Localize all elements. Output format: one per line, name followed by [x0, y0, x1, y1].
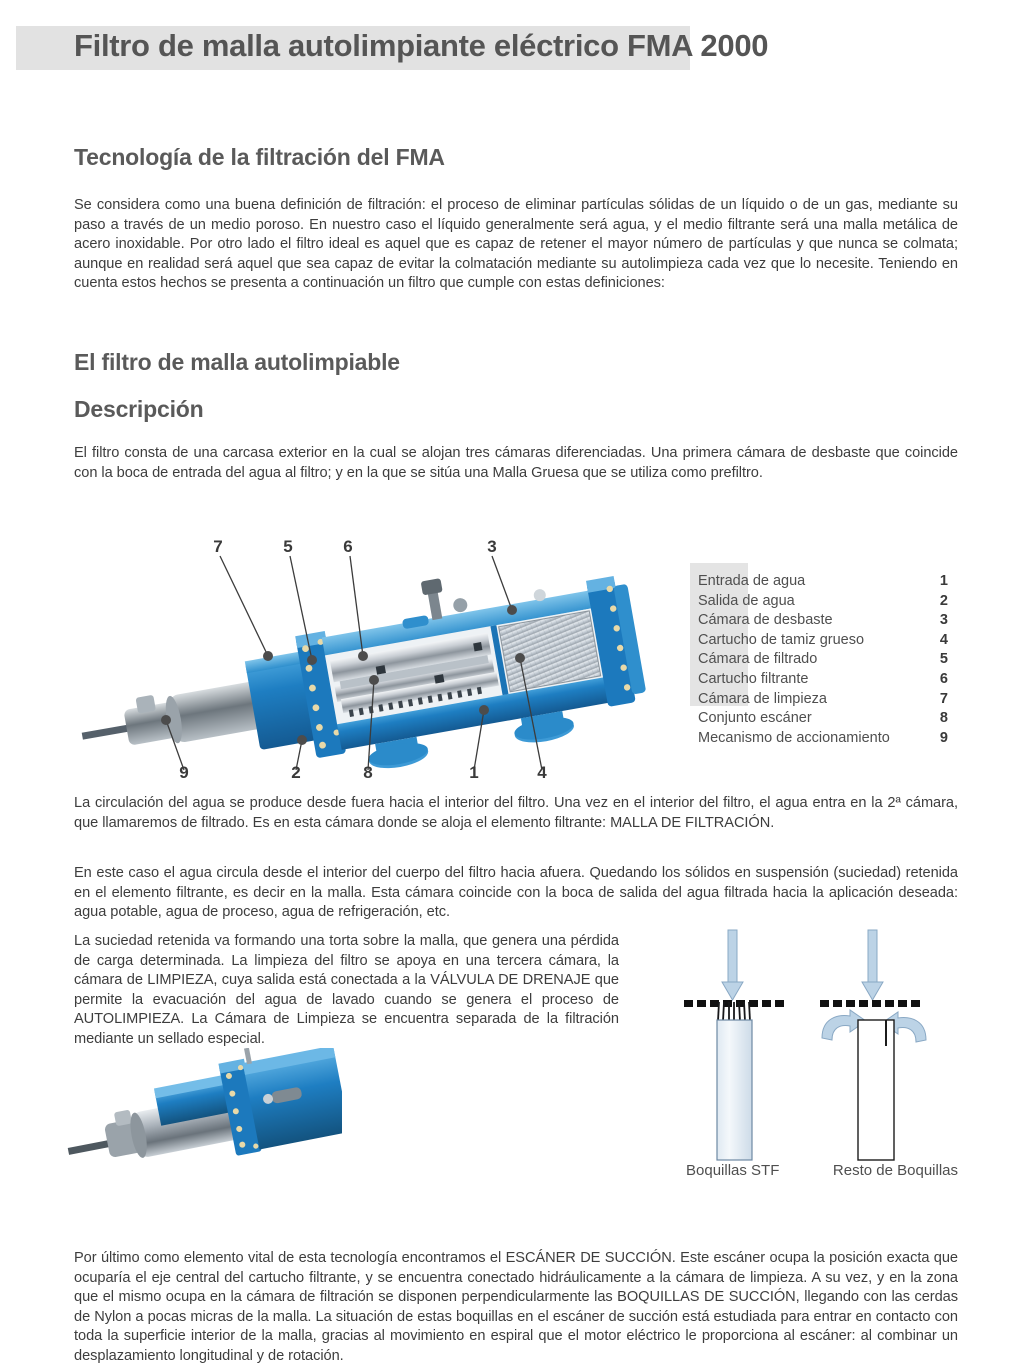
legend-number: 5: [939, 651, 948, 668]
legend-list: [698, 572, 948, 748]
paragraph-circulacion: La circulación del agua se produce desde fuera hacia el interior del filtro. Una vez en el interior del filtro, el agua entra en la 2ª cámara, que llamaremos de filtrado. Es en esta cámara donde se aloja el elemento filtrante: MALLA DE FILTRACIÓN.: [74, 795, 958, 831]
legend-label: Cámara de limpieza: [698, 690, 827, 707]
callout-7: 7: [213, 537, 223, 556]
legend-number: 3: [939, 612, 948, 629]
legend-label: Cámara de filtrado: [698, 651, 818, 668]
callout-2: 2: [291, 763, 301, 778]
callout-9: 9: [179, 763, 189, 778]
callout-1: 1: [469, 763, 479, 778]
legend-item: [698, 572, 948, 592]
legend-item: [698, 611, 948, 631]
nozzle-captions: [672, 1162, 972, 1179]
legend-number: 6: [939, 670, 948, 687]
down-arrow-left: [722, 930, 743, 1000]
legend-item: [698, 631, 948, 651]
mesh-dashes-right: [820, 1000, 920, 1007]
legend-label: Cámara de desbaste: [698, 612, 833, 629]
legend-label: Cartucho filtrante: [698, 670, 809, 687]
nozzle-comparison-diagram: [672, 928, 972, 1198]
paragraph-limpieza: La suciedad retenida va formando una torta sobre la malla, que genera una pérdida de carga determinada. La limpieza del filtro se apoya en una tercera cámara, la cámara de LIMPIEZA, cuya salida está conectada a la VÁLVULA DE DRENAJE que permite la evacuación del agua de lavado cuando se genera el proceso de AUTOLIMPIEZA. La Cámara de Limpieza se encuentra separada de la filtración mediante un sellado especial.: [74, 933, 619, 1047]
legend-number: 9: [939, 729, 948, 746]
paragraph-flujo: En este caso el agua circula desde el interior del cuerpo del filtro hacia afuera. Quedando los sólidos en suspensión (suciedad) retenida en el elemento filtrante, es decir en la malla. Esta cámara coincide con la boca de salida del agua filtrada hacia la aplicación deseada: agua potable, agua de proceso, agua de refrigeración, etc.: [74, 865, 958, 920]
legend-label: Entrada de agua: [698, 573, 806, 589]
legend-item: [698, 592, 948, 612]
filtro-cutaway-diagram: [80, 528, 680, 778]
legend-number: 2: [939, 592, 948, 609]
caption-resto-boquillas: Resto de Boquillas: [832, 1162, 958, 1179]
legend-label: Conjunto escáner: [698, 710, 812, 727]
legend-number: 7: [939, 690, 948, 707]
section-heading-tecnologia: Tecnología de la filtración del FMA: [74, 144, 445, 170]
paragraph-descripcion: El filtro consta de una carcasa exterior en la cual se alojan tres cámaras diferenciadas. Una primera cámara de desbaste que coincide con la boca de entrada del agua al filtro; y en la que se sitúa una Malla Gruesa que se utiliza como prefiltro.: [74, 445, 958, 481]
legend-item: [698, 709, 948, 729]
paragraph-escaner: Por último como elemento vital de esta tecnología encontramos el ESCÁNER DE SUCCIÓN. Este escáner ocupa la posición exacta que ocuparía el eje central del cartucho filtrante, y se encuentra conectado hidráulicamente a la cámara de limpieza. A su vez, y en la zona que el mismo ocupa en la cámara de filtración se disponen perpendicularmente las BOQUILLAS DE SUCCIÓN, llegando con las cerdas de Nylon a pocas micras de la malla. La situación de estas boquillas en el escáner de succión está estudiada para entrar en contacto con toda la superficie interior de la malla, gracias al movimiento en espiral que el motor eléctrico le proporciona al escáner: al combinar un desplazamiento longitudinal y de rotación.: [74, 1250, 958, 1364]
nozzle-tube-plain: [858, 1020, 894, 1160]
section-heading-descripcion: Descripción: [74, 396, 204, 422]
legend-label: Salida de agua: [698, 592, 795, 609]
page-title: Filtro de malla autolimpiante eléctrico FMA 2000: [74, 28, 769, 63]
section-heading-filtro: El filtro de malla autolimpiable: [74, 349, 400, 375]
scanner-drive-photo: [62, 1048, 342, 1198]
legend-number: 1: [939, 573, 948, 589]
nylon-bristles: [718, 1002, 750, 1021]
legend-item: [698, 690, 948, 710]
callout-3: 3: [487, 537, 497, 556]
callout-5: 5: [283, 537, 293, 556]
callout-6: 6: [343, 537, 353, 556]
legend-item: [698, 729, 948, 749]
callout-4: 4: [537, 763, 547, 778]
callout-8: 8: [363, 763, 373, 778]
legend-number: 4: [939, 631, 948, 648]
paragraph-tecnologia: Se considera como una buena definición de filtración: el proceso de eliminar partículas sólidas de un líquido o de un gas, mediante su paso a través de un medio poroso. En nuestro caso el líquido generalmente será agua, y el medio filtrante será una malla metálica de acero inoxidable. Por otro lado el filtro ideal es aquel que es capaz de retener el mayor número de partículas y que nunca se colmata; aunque en realidad será aquel que sea capaz de evitar la colmatación mediante su autolimpieza cada vez que lo necesite. Teniendo en cuenta estos hechos se presenta a continuación un filtro que cumple con estas definiciones:: [74, 197, 958, 291]
legend-item: [698, 650, 948, 670]
legend-number: 8: [939, 710, 948, 727]
legend-item: [698, 670, 948, 690]
down-arrow-right: [862, 930, 883, 1000]
legend-label: Cartucho de tamiz grueso: [698, 631, 865, 648]
caption-boquillas-stf: Boquillas STF: [686, 1162, 780, 1179]
legend-label: Mecanismo de accionamiento: [698, 729, 890, 746]
nozzle-tube-stf: [717, 1020, 752, 1160]
